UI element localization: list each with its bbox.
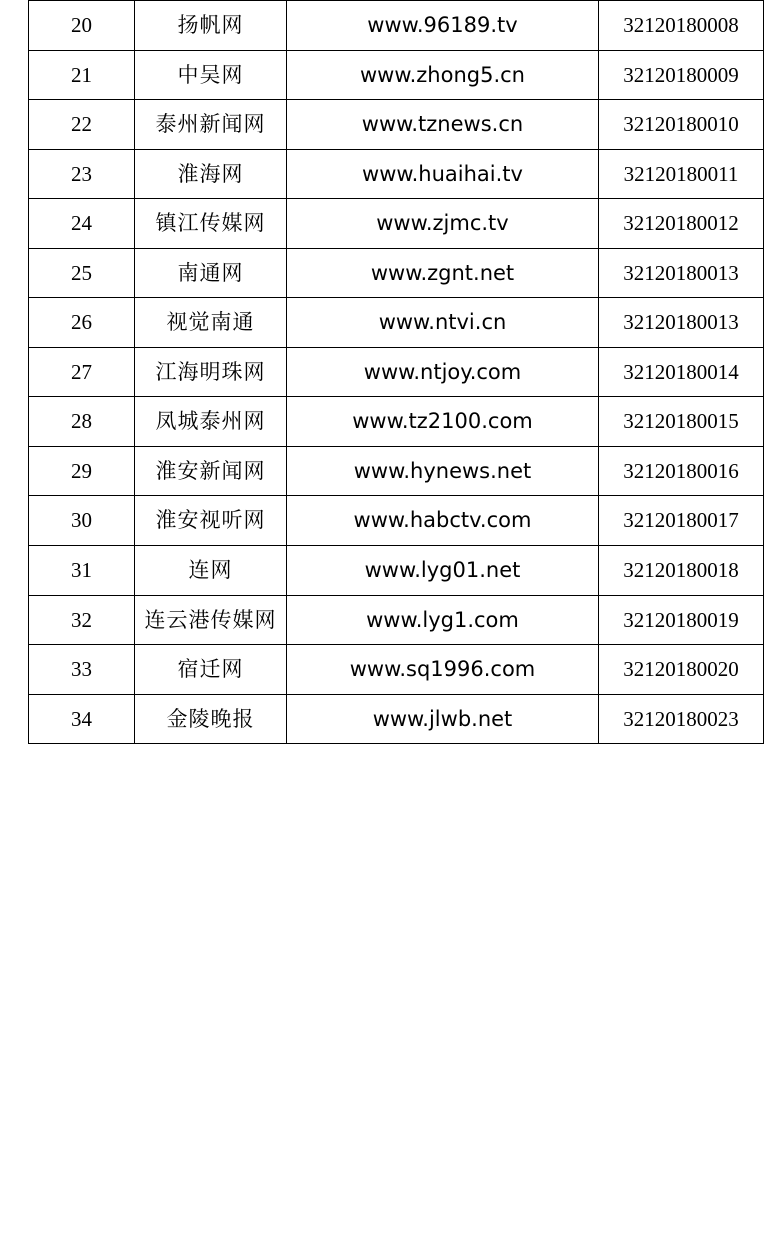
table-cell-name: 中吴网 bbox=[135, 50, 287, 100]
table-cell-index: 32 bbox=[29, 595, 135, 645]
table-cell-index: 24 bbox=[29, 199, 135, 249]
table-cell-index: 20 bbox=[29, 1, 135, 51]
table-row bbox=[29, 298, 764, 348]
table-cell-index: 31 bbox=[29, 546, 135, 596]
table-cell-url: www.sq1996.com bbox=[287, 645, 599, 695]
table-cell-code: 32120180009 bbox=[599, 50, 764, 100]
table-cell-code: 32120180011 bbox=[599, 149, 764, 199]
table-cell-code: 32120180013 bbox=[599, 298, 764, 348]
table-cell-url: www.zgnt.net bbox=[287, 248, 599, 298]
table-row bbox=[29, 199, 764, 249]
table-cell-index: 22 bbox=[29, 100, 135, 150]
table-cell-code: 32120180016 bbox=[599, 446, 764, 496]
table-cell-code: 32120180019 bbox=[599, 595, 764, 645]
table-cell-url: www.jlwb.net bbox=[287, 694, 599, 744]
table-cell-index: 25 bbox=[29, 248, 135, 298]
table-row bbox=[29, 100, 764, 150]
table-cell-code: 32120180015 bbox=[599, 397, 764, 447]
table-cell-code: 32120180017 bbox=[599, 496, 764, 546]
table-cell-name: 金陵晚报 bbox=[135, 694, 287, 744]
table-row bbox=[29, 694, 764, 744]
table-cell-name: 南通网 bbox=[135, 248, 287, 298]
table-cell-url: www.lyg01.net bbox=[287, 546, 599, 596]
table-cell-url: www.tznews.cn bbox=[287, 100, 599, 150]
table-cell-index: 33 bbox=[29, 645, 135, 695]
table-cell-url: www.huaihai.tv bbox=[287, 149, 599, 199]
table-row bbox=[29, 50, 764, 100]
table-cell-code: 32120180018 bbox=[599, 546, 764, 596]
table-cell-code: 32120180008 bbox=[599, 1, 764, 51]
table-cell-url: www.ntjoy.com bbox=[287, 347, 599, 397]
table-cell-name: 泰州新闻网 bbox=[135, 100, 287, 150]
table-cell-name: 扬帆网 bbox=[135, 1, 287, 51]
table-cell-url: www.habctv.com bbox=[287, 496, 599, 546]
table-cell-index: 27 bbox=[29, 347, 135, 397]
table-cell-index: 34 bbox=[29, 694, 135, 744]
table-row bbox=[29, 546, 764, 596]
table-cell-url: www.zhong5.cn bbox=[287, 50, 599, 100]
table-row bbox=[29, 1, 764, 51]
table-cell-index: 23 bbox=[29, 149, 135, 199]
table-body bbox=[29, 1, 764, 744]
table-row bbox=[29, 248, 764, 298]
table-row bbox=[29, 645, 764, 695]
table-cell-name: 江海明珠网 bbox=[135, 347, 287, 397]
table-cell-name: 淮安新闻网 bbox=[135, 446, 287, 496]
table-cell-index: 21 bbox=[29, 50, 135, 100]
table-row bbox=[29, 347, 764, 397]
table-cell-url: www.tz2100.com bbox=[287, 397, 599, 447]
table-cell-name: 淮海网 bbox=[135, 149, 287, 199]
table-cell-name: 宿迁网 bbox=[135, 645, 287, 695]
table-cell-url: www.zjmc.tv bbox=[287, 199, 599, 249]
table-cell-code: 32120180010 bbox=[599, 100, 764, 150]
table-cell-name: 连云港传媒网 bbox=[135, 595, 287, 645]
table-cell-index: 29 bbox=[29, 446, 135, 496]
table-cell-url: www.ntvi.cn bbox=[287, 298, 599, 348]
table-cell-index: 28 bbox=[29, 397, 135, 447]
website-registry-table bbox=[28, 0, 764, 744]
table-cell-name: 淮安视听网 bbox=[135, 496, 287, 546]
table-cell-code: 32120180023 bbox=[599, 694, 764, 744]
table-cell-url: www.lyg1.com bbox=[287, 595, 599, 645]
table-row bbox=[29, 397, 764, 447]
table-cell-name: 视觉南通 bbox=[135, 298, 287, 348]
table-cell-url: www.96189.tv bbox=[287, 1, 599, 51]
table-row bbox=[29, 496, 764, 546]
table-cell-index: 30 bbox=[29, 496, 135, 546]
table-cell-name: 连网 bbox=[135, 546, 287, 596]
table-cell-name: 镇江传媒网 bbox=[135, 199, 287, 249]
table-row bbox=[29, 446, 764, 496]
table-cell-code: 32120180014 bbox=[599, 347, 764, 397]
table-cell-code: 32120180012 bbox=[599, 199, 764, 249]
table-cell-url: www.hynews.net bbox=[287, 446, 599, 496]
table-cell-index: 26 bbox=[29, 298, 135, 348]
table-row bbox=[29, 595, 764, 645]
table-row bbox=[29, 149, 764, 199]
table-cell-code: 32120180020 bbox=[599, 645, 764, 695]
table-cell-name: 凤城泰州网 bbox=[135, 397, 287, 447]
table-cell-code: 32120180013 bbox=[599, 248, 764, 298]
